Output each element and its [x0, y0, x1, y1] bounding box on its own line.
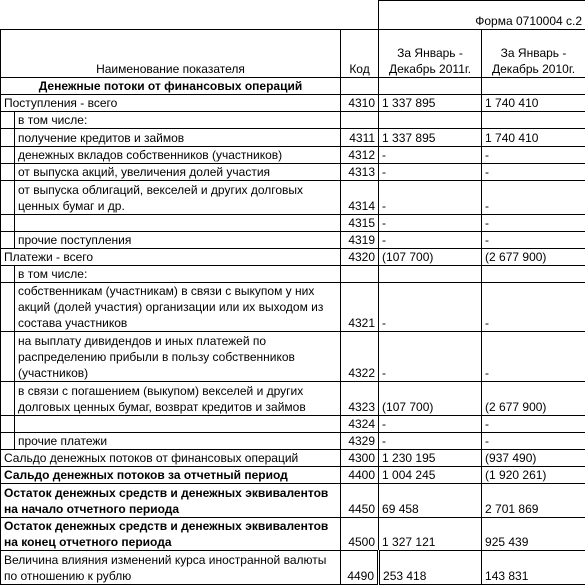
row-value-previous: - [482, 416, 585, 433]
row-name: в том числе: [15, 266, 341, 283]
header-code: Код [341, 30, 379, 78]
row-name: Остаток денежных средств и денежных эквивалентов на конец отчетного периода [1, 518, 341, 551]
row-name: прочие платежи [15, 433, 341, 450]
row-value-current: 69 458 [379, 484, 482, 518]
table-row [1, 112, 585, 129]
row-value-current: 1 337 895 [379, 95, 482, 112]
row-code: 4300 [341, 450, 379, 467]
row-value-current: 253 418 [379, 551, 482, 585]
table-row [1, 283, 585, 332]
row-code: 4313 [341, 164, 379, 181]
header-period-current: За Январь - Декабрь 2011г. [379, 30, 482, 78]
row-name [15, 215, 341, 232]
table-row [1, 518, 585, 551]
row-value-previous: (937 490) [482, 450, 585, 467]
row-value-current: 1 230 195 [379, 450, 482, 467]
row-value-previous: - [482, 215, 585, 232]
row-name: денежных вкладов собственников (участников) [15, 147, 341, 164]
row-value-previous: (1 920 261) [482, 467, 585, 484]
row-code: 4310 [341, 95, 379, 112]
row-value-previous: 1 740 410 [482, 95, 585, 112]
row-code: 4321 [341, 283, 379, 332]
row-name: Сальдо денежных потоков за отчетный период [1, 467, 341, 484]
row-name: в том числе: [15, 112, 341, 129]
table-row [1, 551, 585, 585]
row-value-previous: - [482, 147, 585, 164]
row-code: 4400 [341, 467, 379, 484]
section-title: Денежные потоки от финансовых операций [1, 78, 341, 95]
header-period-previous: За Январь - Декабрь 2010г. [482, 30, 585, 78]
row-value-previous: - [482, 433, 585, 450]
table-row [1, 232, 585, 249]
row-name: Остаток денежных средств и денежных эквивалентов на начало отчетного периода [1, 484, 341, 518]
table-row [1, 467, 585, 484]
row-code: 4315 [341, 215, 379, 232]
row-code: 4490 [341, 551, 379, 585]
table-row [1, 147, 585, 164]
row-value-previous: 1 740 410 [482, 129, 585, 147]
row-value-current: - [379, 283, 482, 332]
row-value-current: - [379, 147, 482, 164]
row-value-previous: - [482, 181, 585, 215]
row-name: прочие поступления [15, 232, 341, 249]
row-name: собственникам (участникам) в связи с выкупом у них акций (долей участия) организации или их выходом из состава участников [15, 283, 341, 332]
row-value-current: (107 700) [379, 249, 482, 266]
header-name: Наименование показателя [1, 30, 341, 78]
form-label: Форма 0710004 с.2 [379, 1, 585, 30]
table-row [1, 433, 585, 450]
row-code: 4311 [341, 129, 379, 147]
table-row [1, 382, 585, 416]
row-code: 4323 [341, 382, 379, 416]
table-row [1, 129, 585, 147]
table-row [1, 416, 585, 433]
row-code: 4322 [341, 332, 379, 382]
row-name: от выпуска облигаций, векселей и других долговых ценных бумаг и др. [15, 181, 341, 215]
row-code: 4319 [341, 232, 379, 249]
row-name: получение кредитов и займов [15, 129, 341, 147]
row-code: 4500 [341, 518, 379, 551]
table-row [1, 181, 585, 215]
row-value-current: - [379, 416, 482, 433]
table-row [1, 164, 585, 181]
row-value-previous: 143 831 [482, 551, 585, 585]
row-name: в связи с погашением (выкупом) векселей и других долговых ценных бумаг, возврат кредитов и займов [15, 382, 341, 416]
row-value-previous: (2 677 900) [482, 249, 585, 266]
row-code: 4450 [341, 484, 379, 518]
table-row [1, 95, 585, 112]
row-value-current: - [379, 181, 482, 215]
row-name: Платежи - всего [1, 249, 341, 266]
row-name: от выпуска акций, увеличения долей участия [15, 164, 341, 181]
row-code: 4320 [341, 249, 379, 266]
row-code: 4314 [341, 181, 379, 215]
row-code: 4312 [341, 147, 379, 164]
row-value-current: 1 337 895 [379, 129, 482, 147]
row-name: Поступления - всего [1, 95, 341, 112]
row-value-current: - [379, 164, 482, 181]
row-value-current: - [379, 433, 482, 450]
row-name [15, 416, 341, 433]
row-name: Величина влияния изменений курса иностранной валюты по отношению к рублю [1, 551, 341, 585]
row-value-previous: 925 439 [482, 518, 585, 551]
row-value-current: - [379, 215, 482, 232]
row-name: Сальдо денежных потоков от финансовых операций [1, 450, 341, 467]
row-value-previous: - [482, 164, 585, 181]
table-row [1, 215, 585, 232]
row-value-current: 1 327 121 [379, 518, 482, 551]
row-name: на выплату дивидендов и иных платежей по распределению прибыли в пользу собственников (участников) [15, 332, 341, 382]
row-value-previous: - [482, 283, 585, 332]
row-value-current: - [379, 232, 482, 249]
table-row [1, 332, 585, 382]
row-value-previous: 2 701 869 [482, 484, 585, 518]
row-value-previous: - [482, 332, 585, 382]
row-code: 4324 [341, 416, 379, 433]
table-row [1, 450, 585, 467]
row-value-current: - [379, 332, 482, 382]
row-value-previous: - [482, 232, 585, 249]
row-value-current: (107 700) [379, 382, 482, 416]
row-value-current: 1 004 245 [379, 467, 482, 484]
row-value-previous: (2 677 900) [482, 382, 585, 416]
table-row [1, 266, 585, 283]
table-row [1, 484, 585, 518]
table-row [1, 249, 585, 266]
row-code: 4329 [341, 433, 379, 450]
